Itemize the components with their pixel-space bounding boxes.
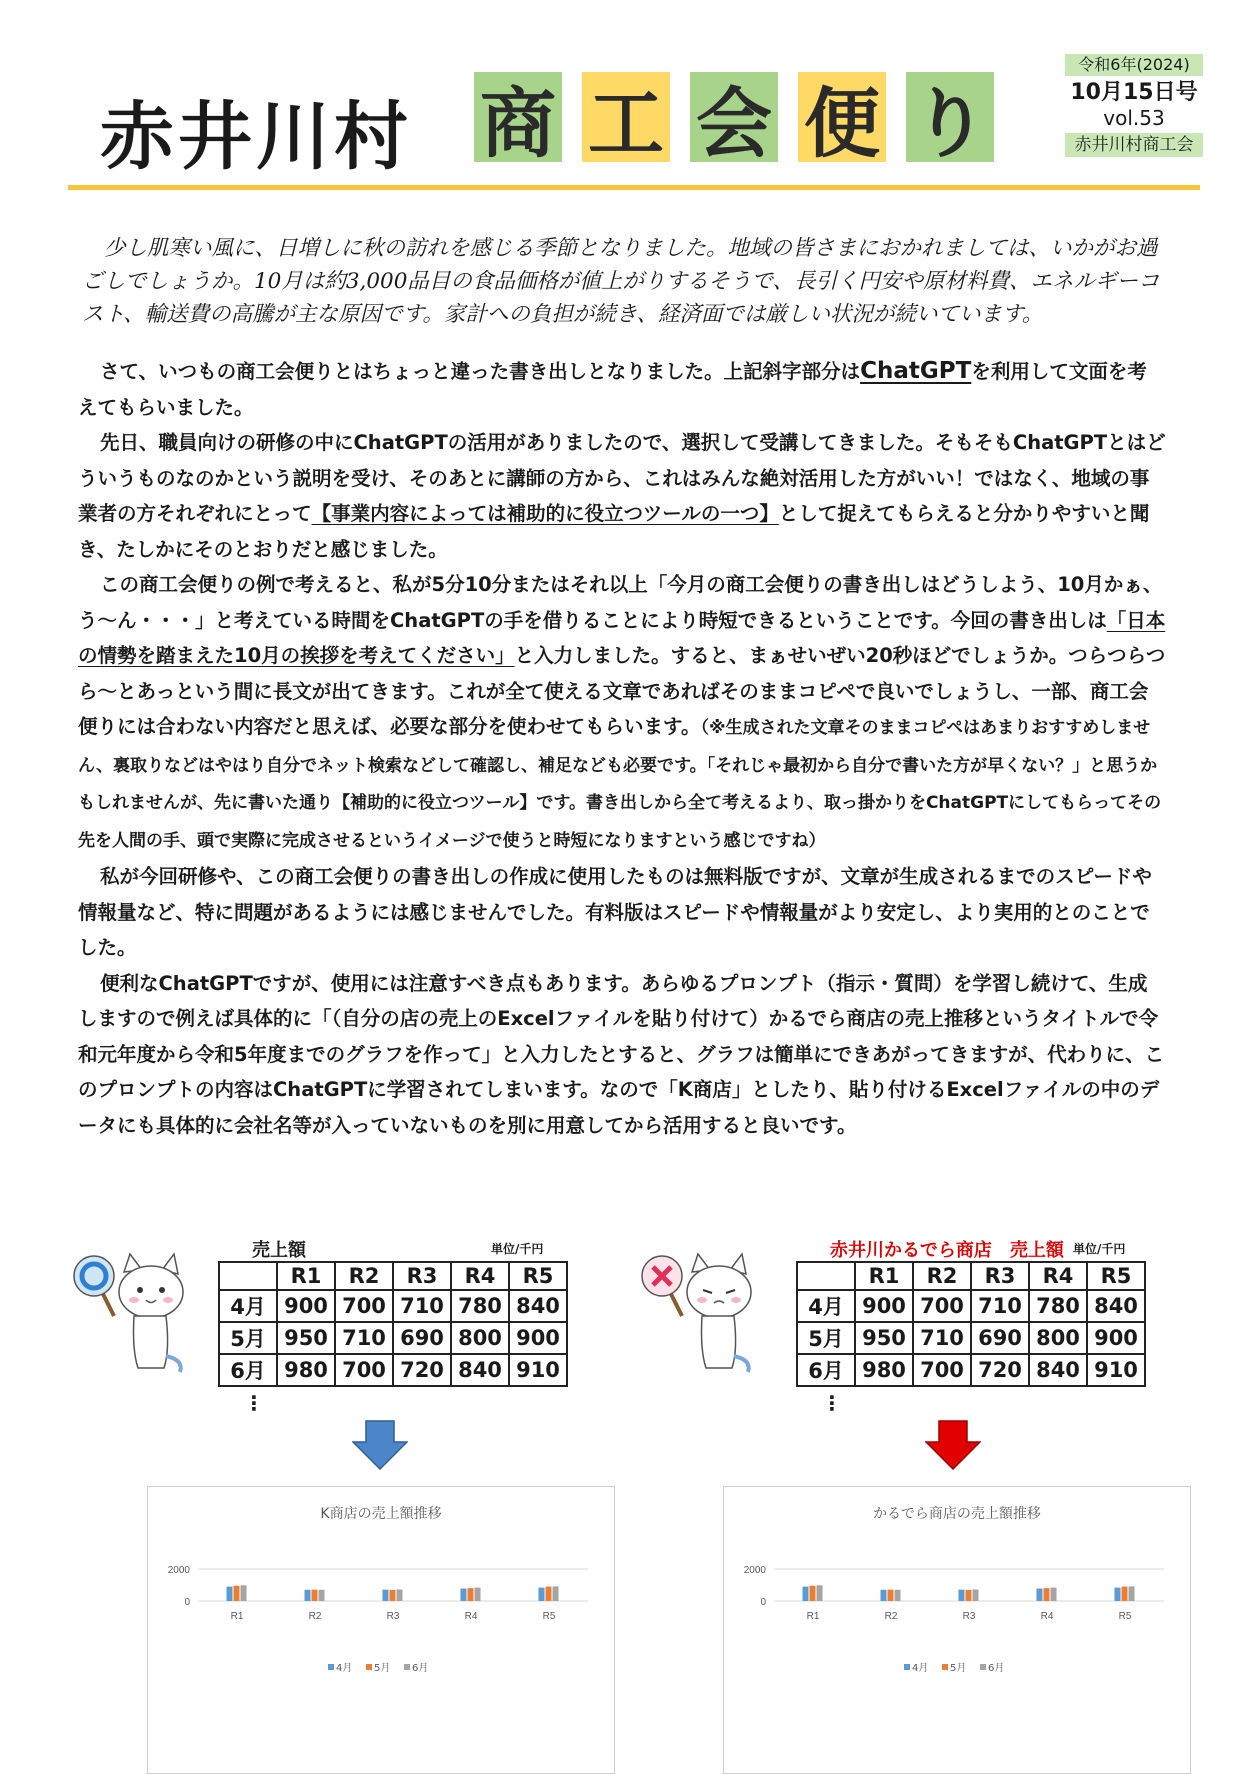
legend-label: 6月 — [412, 1663, 429, 1674]
table-row — [219, 1322, 567, 1354]
x-tick-label: R5 — [1118, 1611, 1132, 1622]
bar-R2-5月 — [888, 1590, 894, 1601]
bar-R1-5月 — [810, 1586, 816, 1601]
left-sales-table — [218, 1261, 568, 1387]
masthead-char-4: 便 — [798, 72, 886, 162]
bar-R5-6月 — [1129, 1586, 1135, 1601]
table-row — [797, 1354, 1145, 1386]
bar-R2-4月 — [881, 1590, 887, 1601]
table-cell: 840 — [1029, 1354, 1087, 1386]
bar-R4-6月 — [475, 1588, 481, 1601]
table-cell: 4月 — [797, 1290, 855, 1322]
left-table-title: 売上額 — [252, 1240, 306, 1261]
table-row — [219, 1354, 567, 1386]
chatgpt-link[interactable]: ChatGPT — [860, 358, 972, 384]
issue-era-date: 令和6年(2024) — [1065, 54, 1203, 76]
table-header-cell: R5 — [509, 1262, 567, 1290]
bar-R3-5月 — [390, 1590, 396, 1601]
p1-text-b: を利用して文面を考えてもらいました。 — [78, 360, 1147, 419]
bar-R1-4月 — [803, 1587, 809, 1601]
legend-swatch — [942, 1664, 948, 1670]
table-cell: 700 — [913, 1290, 971, 1322]
x-tick-label: R4 — [464, 1611, 478, 1622]
table-cell: 900 — [509, 1322, 567, 1354]
table-cell: 800 — [451, 1322, 509, 1354]
paragraph-2 — [78, 425, 1166, 567]
table-cell: 700 — [335, 1290, 393, 1322]
table-header-cell: R2 — [335, 1262, 393, 1290]
table-header-cell: R2 — [913, 1262, 971, 1290]
table-cell: 4月 — [219, 1290, 277, 1322]
paragraph-5: 便利なChatGPTですが、使用には注意すべき点もあります。あらゆるプロンプト（指示・質問）を学習し続けて、生成しますので例えば具体的に「（自分の店の売上のExcelファイルを貼り付けて）かるでら商店の売上推移というタイトルで令和元年度から令和5年度までのグラフを作って」と入力したとすると、グラフは簡単にできあがってきますが、代わりに、このプロンプトの内容はChatGPTに学習されてしまいます。なので「K商店」としたり、貼り付けるExcelファイルの中のデータにも具体的に会社名等が入っていないものを別に用意してから活用すると良いです。 — [78, 971, 1165, 1137]
y-tick-label: 2000 — [167, 1565, 190, 1576]
masthead-char-5: り — [906, 72, 994, 162]
intro-paragraph: 少し肌寒い風に、日増しに秋の訪れを感じる季節となりました。地域の皆さまにおかれましては、いかがお過ごしでしょうか。10月は約3,000品目の食品価格が値上がりするそうで、長引く円安や原材料費、エネルギーコスト、輸送費の高騰が主な原因です。家計への負担が続き、経済面では厳しい状況が続いています。 — [82, 236, 1160, 327]
table-header-cell — [797, 1262, 855, 1290]
table-cell: 690 — [971, 1322, 1029, 1354]
bar-R4-4月 — [1037, 1589, 1043, 1601]
right-table-unit: 単位/千円 — [1073, 1242, 1126, 1256]
table-header-cell: R4 — [1029, 1262, 1087, 1290]
cat-ng-illustration — [640, 1250, 758, 1378]
bar-R3-6月 — [973, 1589, 979, 1601]
x-tick-label: R2 — [308, 1611, 322, 1622]
bar-R1-6月 — [241, 1585, 247, 1601]
bar-R4-5月 — [468, 1588, 474, 1601]
bar-R1-6月 — [817, 1585, 823, 1601]
masthead-char-3: 会 — [690, 72, 778, 162]
x-tick-label: R3 — [386, 1611, 400, 1622]
chart-title: かるでら商店の売上額推移 — [873, 1506, 1041, 1522]
table-header-cell: R3 — [393, 1262, 451, 1290]
p3-text-b: と入力しました。すると、まぁせいぜい20秒ほどでしょうか。つらつらつら～とあっという間に長文が出てきます。これが全て使える文章であればそのままコピペで良いでしょうし、一部、商工会便りには合わない内容だと思えば、必要な部分を使わせてもらいます。 — [78, 644, 1166, 738]
masthead-char-2: 工 — [582, 72, 670, 162]
table-cell: 840 — [1087, 1290, 1145, 1322]
legend-label: 4月 — [336, 1663, 353, 1674]
bar-R1-4月 — [227, 1587, 233, 1601]
p2-text-a: 先日、職員向けの研修の中にChatGPTの活用がありましたので、選択して受講してきました。そもそもChatGPTとはどういうものなのかという説明を受け、そのあとに講師の方から、これはみんな絶対活用した方がいい！ではなく、地域の事業者の方それぞれにとって — [78, 431, 1166, 525]
table-cell: 5月 — [219, 1322, 277, 1354]
p1-text-a: さて、いつもの商工会便りとはちょっと違った書き出しとなりました。上記斜字部分は — [100, 360, 861, 383]
table-cell: 710 — [335, 1322, 393, 1354]
table-header-row — [219, 1262, 567, 1290]
bar-R3-4月 — [959, 1590, 965, 1601]
legend-label: 6月 — [988, 1663, 1005, 1674]
left-table-unit: 単位/千円 — [491, 1242, 544, 1256]
table-cell: 780 — [1029, 1290, 1087, 1322]
bar-R5-6月 — [553, 1586, 559, 1601]
table-header-cell: R1 — [277, 1262, 335, 1290]
table-cell: 900 — [1087, 1322, 1145, 1354]
legend-swatch — [980, 1664, 986, 1670]
article-body — [78, 354, 1166, 1143]
table-cell: 720 — [393, 1354, 451, 1386]
bar-R5-4月 — [539, 1588, 545, 1601]
paragraph-4: 私が今回研修や、この商工会便りの書き出しの作成に使用したものは無料版ですが、文章が生成されるまでのスピードや情報量など、特に問題があるようには感じませんでした。有料版はスピードや情報量がより安定し、より実用的とのことでした。 — [78, 865, 1152, 959]
legend-label: 5月 — [950, 1663, 967, 1674]
table-cell: 980 — [855, 1354, 913, 1386]
table-row — [797, 1290, 1145, 1322]
table-header-cell — [219, 1262, 277, 1290]
bar-R2-6月 — [319, 1590, 325, 1601]
bar-R1-5月 — [234, 1586, 240, 1601]
table-header-cell: R4 — [451, 1262, 509, 1290]
bar-R2-5月 — [312, 1590, 318, 1601]
table-cell: 710 — [393, 1290, 451, 1322]
p3-note: （※生成された文章そのままコピペはあまりおすすめしません、裏取りなどはやはり自分でネット検索などして確認し、補足なども必要です。「それじゃ最初から自分で書いた方が早くない？」と思うかもしれませんが、先に書いた通り【補助的に役立つツール】です。書き出しから全て考えるより、取っ掛かりをChatGPTにしてもらってその先を人間の手、頭で実際に完成させるというイメージで使うと時短になりますという感じですね） — [78, 718, 1162, 851]
chart-k-shop — [147, 1486, 615, 1774]
table-row — [797, 1322, 1145, 1354]
publisher: 赤井川村商工会 — [1065, 133, 1203, 157]
x-tick-label: R1 — [230, 1611, 244, 1622]
chart-k-shop-plot — [148, 1487, 614, 1773]
x-tick-label: R2 — [884, 1611, 898, 1622]
table-cell: 700 — [335, 1354, 393, 1386]
p2-text-b: として捉えてもらえると分かりやすいと聞き、たしかにそのとおりだと感じました。 — [78, 502, 1150, 561]
table-cell: 840 — [509, 1290, 567, 1322]
legend-swatch — [404, 1664, 410, 1670]
paragraph-1 — [78, 354, 1166, 425]
bar-R4-4月 — [461, 1589, 467, 1601]
bar-R4-5月 — [1044, 1588, 1050, 1601]
legend-label: 5月 — [374, 1663, 391, 1674]
chart-kalldera-shop — [723, 1486, 1191, 1774]
y-tick-label: 0 — [760, 1597, 766, 1608]
table-cell: 910 — [509, 1354, 567, 1386]
table-cell: 800 — [1029, 1322, 1087, 1354]
table-cell: 780 — [451, 1290, 509, 1322]
table-header-cell: R3 — [971, 1262, 1029, 1290]
cat-ok-illustration — [72, 1250, 190, 1378]
right-sales-table — [796, 1261, 1146, 1387]
right-table-more: ⋮ — [822, 1391, 842, 1415]
p2-underlined: 【事業内容によっては補助的に役立つツールの一つ】 — [311, 502, 779, 525]
bar-R5-5月 — [1122, 1587, 1128, 1601]
bar-R3-5月 — [966, 1590, 972, 1601]
right-table-title: 赤井川かるでら商店 売上額 — [830, 1240, 1064, 1261]
table-header-cell: R5 — [1087, 1262, 1145, 1290]
bar-R3-6月 — [397, 1589, 403, 1601]
y-tick-label: 2000 — [743, 1565, 766, 1576]
table-cell: 950 — [855, 1322, 913, 1354]
x-tick-label: R4 — [1040, 1611, 1054, 1622]
table-cell: 720 — [971, 1354, 1029, 1386]
table-row — [219, 1290, 567, 1322]
masthead-char-1: 商 — [474, 72, 562, 162]
table-header-cell: R1 — [855, 1262, 913, 1290]
x-tick-label: R3 — [962, 1611, 976, 1622]
legend-label: 4月 — [912, 1663, 929, 1674]
table-cell: 690 — [393, 1322, 451, 1354]
table-cell: 840 — [451, 1354, 509, 1386]
legend-swatch — [328, 1664, 334, 1670]
p3-text-a: この商工会便りの例で考えると、私が5分10分またはそれ以上「今月の商工会便りの書き出しはどうしよう、10月かぁ、う～ん・・・」と考えている時間をChatGPTの手を借りることにより時短できるということです。今回の書き出しは — [78, 573, 1163, 632]
paragraph-3 — [78, 567, 1166, 859]
p3-underlined: 「日本の情勢を踏まえた10月の挨拶を考えてください」 — [78, 608, 1166, 667]
y-tick-label: 0 — [184, 1597, 190, 1608]
bar-R3-4月 — [383, 1590, 389, 1601]
table-cell: 700 — [913, 1354, 971, 1386]
x-tick-label: R1 — [806, 1611, 820, 1622]
x-tick-label: R5 — [542, 1611, 556, 1622]
table-cell: 710 — [971, 1290, 1029, 1322]
table-cell: 980 — [277, 1354, 335, 1386]
table-cell: 6月 — [797, 1354, 855, 1386]
bar-R4-6月 — [1051, 1588, 1057, 1601]
table-cell: 900 — [855, 1290, 913, 1322]
masthead-village: 赤井川村 — [100, 94, 412, 180]
bar-R2-6月 — [895, 1590, 901, 1601]
left-table-more: ⋮ — [244, 1391, 264, 1415]
table-cell: 900 — [277, 1290, 335, 1322]
down-arrow-red-icon — [925, 1420, 981, 1470]
bar-R2-4月 — [305, 1590, 311, 1601]
chart-kalldera-shop-plot — [724, 1487, 1190, 1773]
issue-volume: vol.53 — [1103, 106, 1165, 130]
legend-swatch — [366, 1664, 372, 1670]
header-rule — [68, 185, 1200, 190]
bar-R5-5月 — [546, 1587, 552, 1601]
table-cell: 6月 — [219, 1354, 277, 1386]
table-cell: 5月 — [797, 1322, 855, 1354]
table-cell: 910 — [1087, 1354, 1145, 1386]
legend-swatch — [904, 1664, 910, 1670]
chart-title: K商店の売上額推移 — [320, 1506, 442, 1522]
table-header-row — [797, 1262, 1145, 1290]
table-cell: 950 — [277, 1322, 335, 1354]
bar-R5-4月 — [1115, 1588, 1121, 1601]
issue-info — [1065, 54, 1203, 157]
table-cell: 710 — [913, 1322, 971, 1354]
issue-date: 10月15日号 — [1070, 80, 1198, 105]
down-arrow-blue-icon — [352, 1420, 408, 1470]
